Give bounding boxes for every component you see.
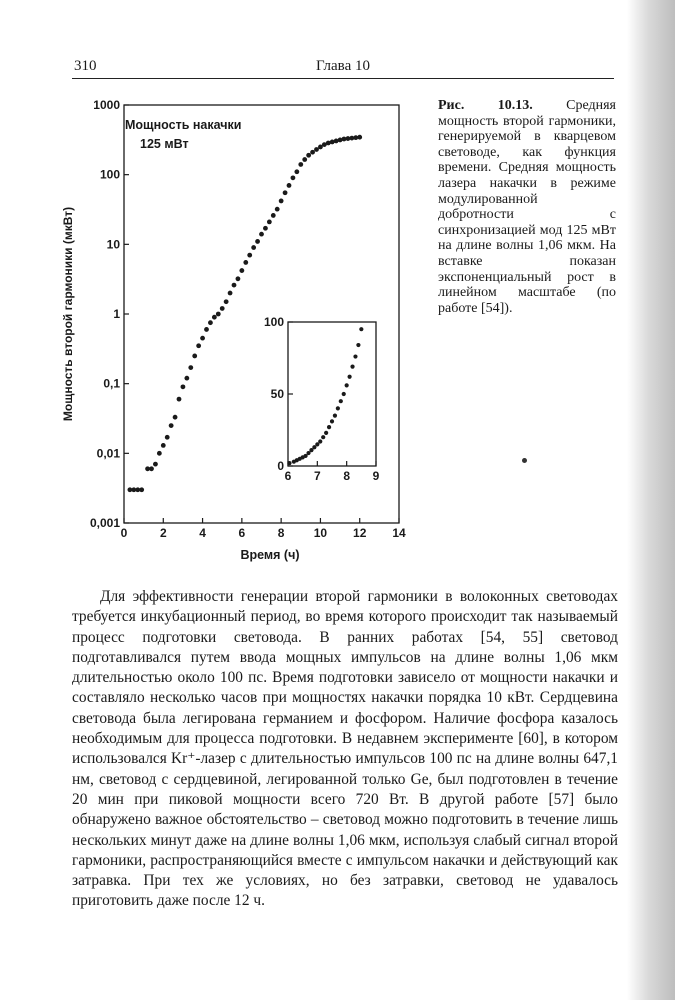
data-point — [212, 315, 217, 320]
figure-10-13 — [60, 92, 430, 567]
data-point — [196, 343, 201, 348]
y-tick-label: 100 — [263, 315, 284, 329]
data-point — [327, 425, 331, 429]
data-point — [232, 283, 237, 288]
data-point — [204, 327, 209, 332]
page-number: 310 — [74, 58, 97, 74]
data-point — [330, 419, 334, 423]
x-tick-label: 0 — [120, 526, 128, 540]
data-point — [157, 451, 162, 456]
data-point — [208, 320, 213, 325]
annotation-line-2: 125 мВт — [140, 137, 189, 151]
data-point — [279, 199, 284, 204]
x-tick-label: 6 — [238, 526, 246, 540]
data-point — [255, 239, 260, 244]
data-point — [220, 306, 225, 311]
chapter-title: Глава 10 — [316, 58, 370, 74]
x-tick-label: 9 — [372, 469, 380, 483]
data-point — [239, 268, 244, 273]
data-point — [310, 150, 315, 155]
data-point — [306, 153, 311, 158]
y-axis-label: Мощность второй гармоники (мкВт) — [61, 206, 75, 422]
inset-plot-frame — [288, 322, 376, 466]
x-axis-label: Время (ч) — [240, 548, 300, 562]
y-tick-label: 1 — [113, 307, 120, 321]
data-point — [359, 327, 363, 331]
x-tick-label: 12 — [353, 526, 367, 540]
data-point — [318, 439, 322, 443]
x-tick-label: 7 — [313, 469, 321, 483]
data-point — [251, 245, 256, 250]
inset-chart — [264, 315, 380, 483]
data-point — [188, 365, 193, 370]
data-point — [357, 135, 362, 140]
data-point — [333, 414, 337, 418]
data-point — [302, 157, 307, 162]
data-point — [247, 253, 252, 258]
data-point — [139, 487, 144, 492]
y-tick-label: 0,001 — [89, 516, 120, 530]
data-point — [356, 343, 360, 347]
data-point — [259, 232, 264, 237]
y-tick-label: 100 — [99, 167, 120, 182]
data-point — [173, 415, 178, 420]
data-point — [177, 397, 182, 402]
x-tick-label: 8 — [277, 526, 285, 540]
data-point — [192, 354, 197, 359]
data-point — [314, 147, 319, 152]
x-tick-label: 10 — [313, 526, 328, 540]
data-point — [263, 226, 268, 231]
figure-caption — [438, 98, 616, 316]
y-tick-label: 10 — [106, 237, 120, 252]
data-point — [224, 299, 229, 304]
y-tick-label: 0,01 — [96, 446, 120, 461]
data-point — [283, 190, 288, 195]
data-point — [149, 466, 154, 471]
x-tick-label: 8 — [343, 469, 351, 483]
main-x-axis — [121, 518, 406, 540]
y-tick-label: 0 — [277, 459, 284, 473]
stray-mark — [522, 458, 527, 463]
x-tick-label: 14 — [392, 526, 406, 540]
data-point — [287, 183, 292, 188]
y-tick-label: 1000 — [93, 98, 120, 112]
caption-text: Средняя мощность второй гармоники, генерируемой в кварцевом световоде, как функция времени. Средняя мощность лазера накачки в режиме модулированной добротности с синхронизацией мод 125 мВт на длине волны 1,06 мкм. На вставке показан экспоненциальный рост в линейном масштабе (по работе [54]). — [438, 98, 616, 316]
caption-label: Рис. 10.13. — [438, 98, 533, 113]
data-point — [345, 383, 349, 387]
data-point — [165, 435, 170, 440]
body-paragraph: Для эффективности генерации второй гармоники в волоконных световодах требуется инкубационный период, во время которого происходит так называемый процесс подготовки световода. В ранних работах [54, 55] световод подготавливался путем ввода мощных импульсов на длине волны 1,06 мкм длительностью около 100 пс. Время подготовки зависело от мощности накачки и составляло несколько часов при мощностях накачки порядка 10 кВт. Сердцевина световода была легирована германием и фосфором. Наличие фосфора казалось необходимым для процесса подготовки. В недавнем эксперименте [60], в котором использовался Kr⁺-лазер с длительностью импульсов 100 пс на длине волны 647,1 нм, световод с сердцевиной, легированной только Ge, был подготовлен в течение 20 мин при пиковой мощности всего 720 Вт. В другой работе [57] было обнаружено важное обстоятельство – световод можно подготовить в течение лишь нескольких минут даже на длине волны 1,06 мкм, используя слабый сигнал второй гармоники, распространяющийся вместе с импульсом накачки и действующий как затравка. При тех же условиях, но без затравки, световод не удавалось приготовить даже после 12 ч. — [72, 588, 618, 910]
data-point — [353, 354, 357, 358]
data-point — [321, 435, 325, 439]
x-tick-label: 4 — [199, 526, 206, 540]
data-point — [216, 312, 221, 317]
data-point — [181, 384, 186, 389]
data-point — [184, 376, 189, 381]
x-tick-label: 2 — [159, 526, 167, 540]
data-point — [169, 423, 174, 428]
data-point — [348, 375, 352, 379]
main-y-axis — [90, 98, 129, 530]
data-point — [228, 291, 233, 296]
data-point — [294, 169, 299, 174]
data-point — [243, 260, 248, 265]
data-point — [161, 443, 166, 448]
y-tick-label: 50 — [270, 387, 284, 401]
y-tick-label: 0,1 — [103, 376, 120, 391]
data-point — [342, 392, 346, 396]
data-point — [153, 462, 158, 467]
annotation-line-1: Мощность накачки — [125, 118, 242, 132]
data-point — [324, 431, 328, 435]
data-point — [298, 162, 303, 167]
x-tick-label: 6 — [284, 469, 292, 483]
data-point — [200, 336, 205, 341]
header-rule — [72, 78, 614, 79]
data-point — [336, 406, 340, 410]
data-point — [275, 207, 280, 212]
data-point — [350, 365, 354, 369]
data-point — [236, 276, 241, 281]
data-point — [339, 399, 343, 403]
data-point — [267, 219, 272, 224]
data-point — [271, 213, 276, 218]
data-point — [287, 461, 291, 465]
page-edge-shadow — [627, 0, 675, 1000]
data-point — [291, 175, 296, 180]
